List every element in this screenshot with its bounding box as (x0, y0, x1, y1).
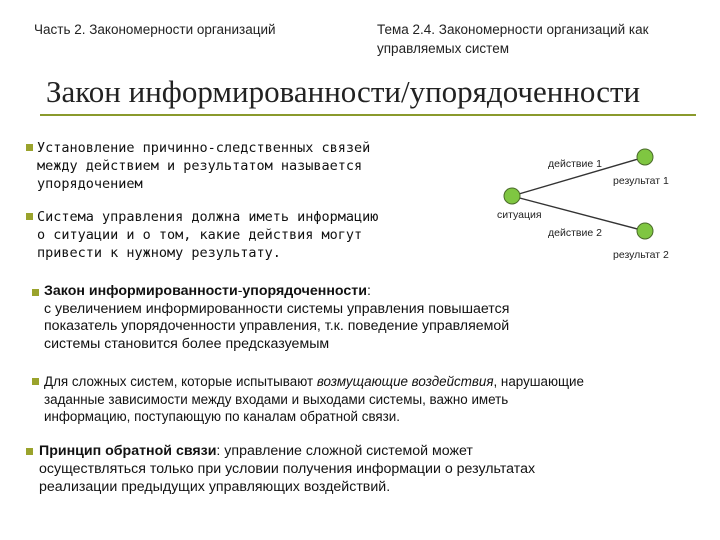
header-right-line-1: Тема 2.4. Закономерности организаций как (377, 22, 649, 37)
bullet-marker (26, 213, 33, 220)
slide-title: Закон информированности/упорядоченности (46, 74, 641, 109)
text-line: реализации предыдущих управляющих воздействий. (39, 479, 391, 495)
bullet-marker (32, 378, 39, 385)
header-left-text: Часть 2. Закономерности организаций (34, 22, 276, 37)
situation-action-result-diagram (490, 140, 720, 270)
situation-node (504, 188, 520, 204)
text-line: упорядочением (37, 176, 143, 192)
result-1-node (637, 149, 653, 165)
bullet-marker (32, 289, 39, 296)
law-heading-line (44, 283, 509, 301)
bullet-marker (26, 448, 33, 455)
text-line: показатель упорядоченности управления, т.к. поведение управляемой (44, 318, 510, 334)
text-segment: Для сложных систем, которые испытывают (44, 374, 317, 389)
text-line: системы становится более предсказуемым (44, 335, 330, 352)
result-1-label: результат 1 (613, 175, 669, 187)
paragraph-law-statement (44, 283, 509, 353)
header-topic-label (377, 20, 720, 58)
principle-name: Принцип обратной связи (39, 443, 217, 459)
law-name-part-2: упорядоченности (242, 283, 367, 299)
text-line: Установление причинно-следственных связей (37, 140, 371, 156)
result-2-label: результат 2 (613, 249, 669, 261)
text-line: с увеличением информированности системы управления повышается (44, 300, 510, 317)
action-1-label: действие 1 (548, 158, 602, 170)
paragraph-ordering-definition (37, 139, 370, 193)
text-line: о ситуации и о том, какие действия могут (37, 227, 363, 243)
text-emphasis: возмущающие воздействия (316, 374, 494, 389)
law-name-part-1: Закон информированности (44, 283, 238, 299)
text-line: привести к нужному результату. (37, 245, 281, 261)
bullet-marker (26, 144, 33, 151)
text-line: заданные зависимости между входами и выходами системы, важно иметь (44, 391, 509, 407)
text-segment: , нарушающие (493, 374, 584, 389)
header-right-line-2: управляемых систем (377, 41, 509, 56)
law-name-colon: : (366, 283, 371, 299)
law-name-dash: - (237, 283, 243, 299)
title-underline (40, 114, 696, 116)
result-2-node (637, 223, 653, 239)
paragraph-control-information (37, 208, 378, 262)
text-line: Система управления должна иметь информацию (37, 209, 379, 225)
text-line: информацию, поступающую по каналам обратной связи. (44, 409, 401, 424)
text-line (44, 373, 584, 391)
principle-heading-line (39, 442, 535, 460)
text-segment: : управление сложной системой может (216, 443, 473, 459)
paragraph-feedback-principle (39, 442, 535, 496)
situation-label: ситуация (497, 209, 542, 221)
header-section-label (34, 20, 276, 39)
text-line: осуществляться только при условии получения информации о результатах (39, 461, 536, 477)
paragraph-complex-systems (44, 373, 584, 426)
action-2-label: действие 2 (548, 227, 602, 239)
text-line: между действием и результатом называется (37, 158, 363, 174)
